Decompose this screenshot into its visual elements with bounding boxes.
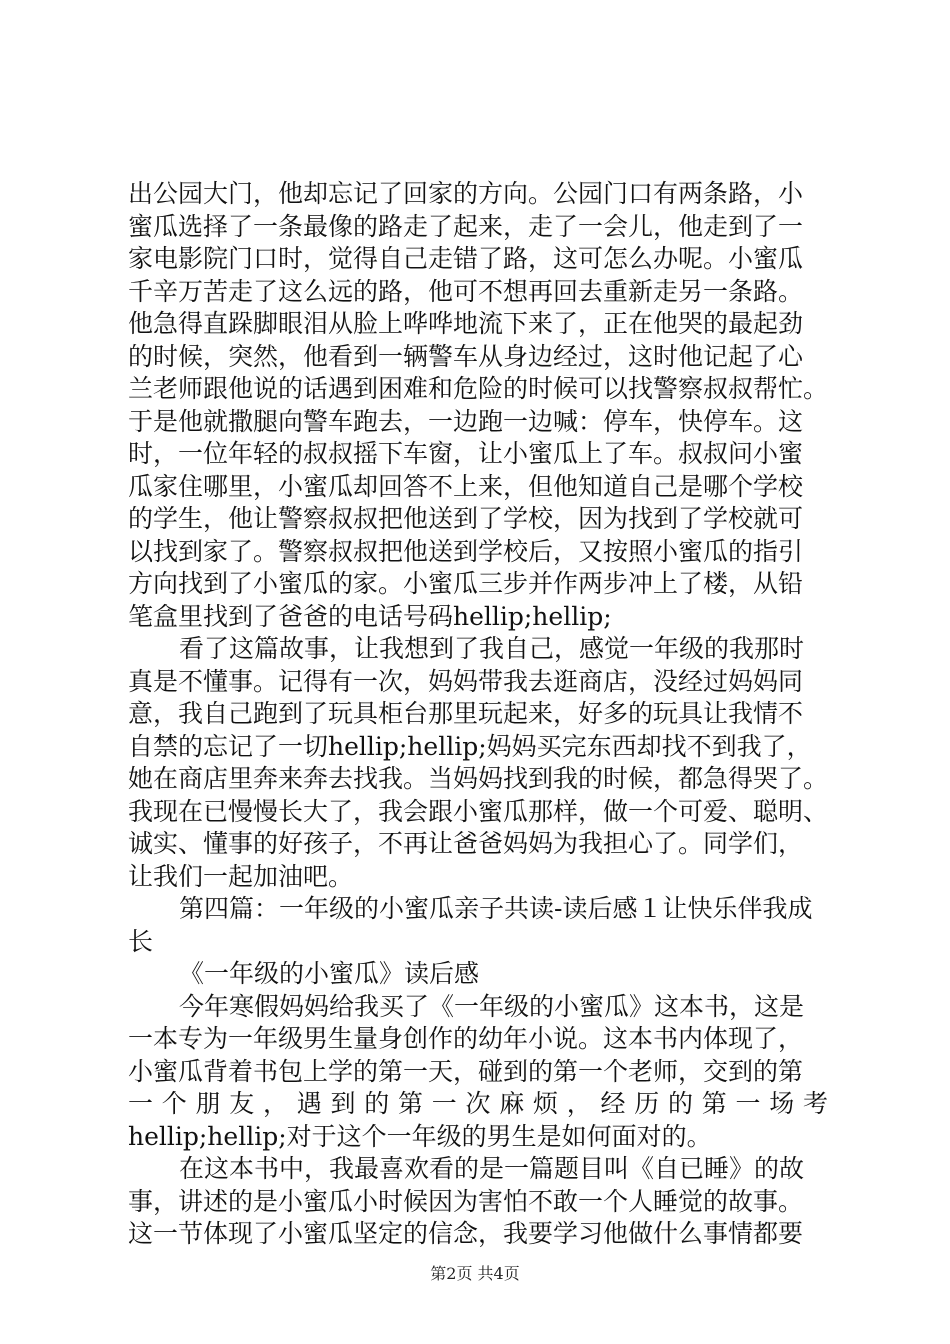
text-line: 她在商店里奔来奔去找我。当妈妈找到我的时候，都急得哭了。 (128, 764, 828, 793)
text-line: 蜜瓜选择了一条最像的路走了起来，走了一会儿，他走到了一 (128, 211, 804, 241)
text-line: 自禁的忘记了一切hellip;hellip;妈妈买完东西却找不到我了， (128, 731, 812, 761)
text-line: 于是他就撒腿向警车跑去，一边跑一边喊：停车，快停车。这 (128, 406, 804, 436)
text-line: 的时候，突然，他看到一辆警车从身边经过，这时他记起了心 (128, 341, 804, 371)
text-line: 的学生，他让警察叔叔把他送到了学校，因为找到了学校就可 (128, 504, 804, 533)
text-line: 出公园大门，他却忘记了回家的方向。公园门口有两条路，小 (128, 179, 804, 208)
text-line: 长 (128, 926, 154, 956)
text-line: 这一节体现了小蜜瓜坚定的信念，我要学习他做什么事情都要 (128, 1219, 804, 1248)
text-line: 方向找到了小蜜瓜的家。小蜜瓜三步并作两步冲上了楼，从铅 (128, 569, 804, 598)
text-line: 兰老师跟他说的话遇到困难和危险的时候可以找警察叔叔帮忙。 (128, 374, 828, 403)
text-line: 真是不懂事。记得有一次，妈妈带我去逛商店，没经过妈妈同 (128, 666, 804, 696)
text-line: 一本专为一年级男生量身创作的幼年小说。这本书内体现了， (128, 1024, 804, 1053)
text-line: 看了这篇故事，让我想到了我自己，感觉一年级的我那时 (179, 634, 805, 663)
page-footer: 第2页 共4页 (430, 1264, 520, 1283)
text-line: 事，讲述的是小蜜瓜小时候因为害怕不敢一个人睡觉的故事。 (128, 1186, 804, 1216)
text-line: 《一年级的小蜜瓜》读后感 (179, 959, 480, 988)
text-line: 家电影院门口时，觉得自己走错了路，这可怎么办呢。小蜜瓜 (128, 244, 804, 273)
text-line: 我现在已慢慢长大了，我会跟小蜜瓜那样，做一个可爱、聪明、 (128, 796, 828, 826)
text-line: 意，我自己跑到了玩具柜台那里玩起来，好多的玩具让我情不 (128, 699, 804, 728)
text-line: 千辛万苦走了这么远的路，他可不想再回去重新走另一条路。 (128, 276, 804, 306)
text-line: 以找到家了。警察叔叔把他送到学校后，又按照小蜜瓜的指引 (128, 536, 804, 566)
text-line: 小蜜瓜背着书包上学的第一天，碰到的第一个老师，交到的第 (128, 1056, 804, 1086)
text-line: 时，一位年轻的叔叔摇下车窗，让小蜜瓜上了车。叔叔问小蜜 (128, 439, 804, 468)
document-body (128, 178, 828, 1251)
text-line: 诚实、懂事的好孩子，不再让爸爸妈妈为我担心了。同学们， (128, 829, 804, 858)
text-line: 瓜家住哪里，小蜜瓜却回答不上来，但他知道自己是哪个学校 (128, 471, 804, 501)
text-line: 他急得直跺脚眼泪从脸上哗哗地流下来了，正在他哭的最起劲 (128, 309, 804, 338)
text-line: 今年寒假妈妈给我买了《一年级的小蜜瓜》这本书，这是 (179, 991, 805, 1021)
text-line: 让我们一起加油吧。 (128, 861, 354, 891)
text-line: 一 个 朋 友 ， 遇 到 的 第 一 次 麻 烦 ， 经 历 的 第 一 场 考 (128, 1089, 828, 1118)
text-line: 在这本书中，我最喜欢看的是一篇题目叫《自已睡》的故 (179, 1154, 805, 1183)
text-line: 笔盒里找到了爸爸的电话号码hellip;hellip; (128, 601, 612, 631)
text-line: hellip;hellip;对于这个一年级的男生是如何面对的。 (128, 1121, 712, 1151)
text-line: 第四篇：一年级的小蜜瓜亲子共读-读后感１让快乐伴我成 (179, 894, 813, 923)
